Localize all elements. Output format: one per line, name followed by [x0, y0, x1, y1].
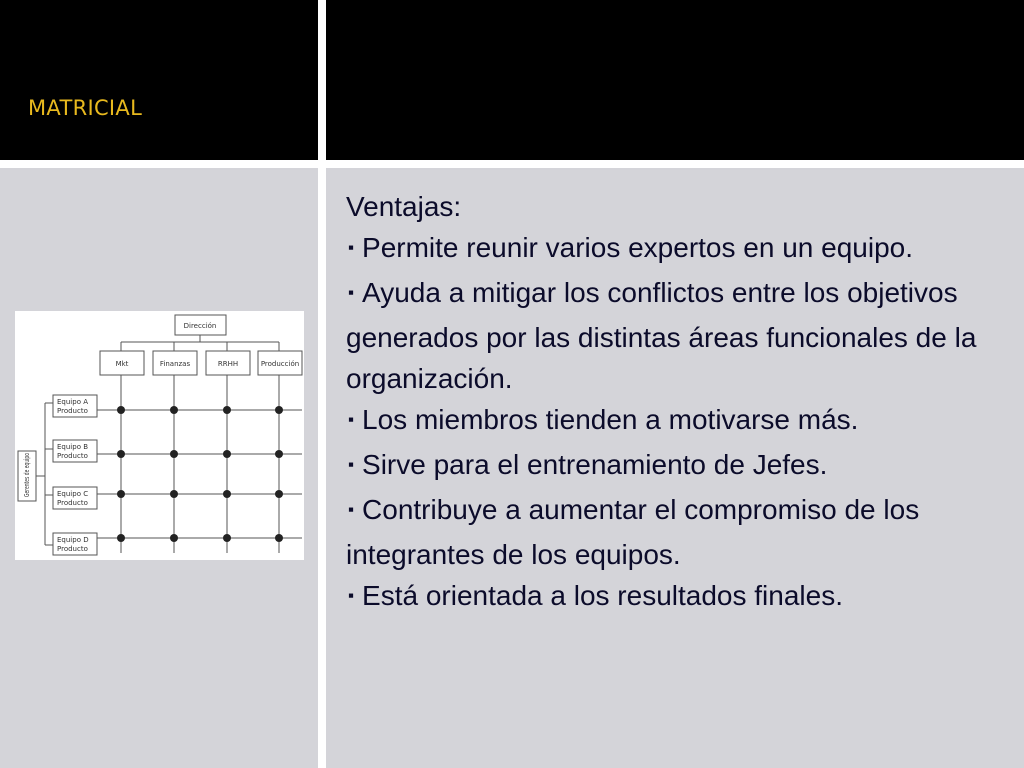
diagram-row-1-team: Equipo A: [57, 398, 88, 406]
advantage-item-5: [346, 489, 996, 575]
slide-title: MATRICIAL: [28, 96, 143, 120]
advantage-item-1: [346, 227, 996, 272]
advantage-item-2: [346, 272, 996, 399]
advantage-text-3: Los miembros tienden a motivarse más.: [362, 404, 859, 435]
diagram-side-label: Gerentes de equipo: [23, 428, 31, 497]
advantage-text-4: Sirve para el entrenamiento de Jefes.: [362, 449, 828, 480]
header-right-panel: [326, 0, 1024, 160]
advantage-item-3: [346, 399, 996, 444]
square-bullet-icon: ▪: [348, 410, 355, 429]
square-bullet-icon: ▪: [348, 283, 355, 302]
diagram-col-label-4: Producción: [260, 360, 300, 368]
diagram-row-3-team: Equipo C: [57, 490, 89, 498]
matrix-org-diagram: [15, 311, 304, 560]
advantages-list: [346, 227, 996, 620]
diagram-row-3-product: Producto: [57, 499, 88, 507]
diagram-col-label-2: Finanzas: [159, 360, 191, 368]
square-bullet-icon: ▪: [348, 455, 355, 474]
advantage-item-6: [346, 575, 996, 620]
diagram-row-1-product: Producto: [57, 407, 88, 415]
advantage-text-6: Está orientada a los resultados finales.: [362, 580, 843, 611]
advantage-text-5: Contribuye a aumentar el compromiso de los integrantes de los equipos.: [346, 494, 920, 570]
advantage-text-2: Ayuda a mitigar los conflictos entre los objetivos generados por las distintas áreas funcionales de la organización.: [346, 277, 977, 394]
advantage-text-1: Permite reunir varios expertos en un equipo.: [362, 232, 913, 263]
header-left-panel: [0, 0, 318, 160]
diagram-top-label: Dirección: [183, 322, 217, 330]
advantages-heading: Ventajas:: [346, 191, 462, 222]
diagram-col-label-3: RRHH: [217, 360, 239, 368]
diagram-col-label-1: Mkt: [115, 360, 129, 368]
square-bullet-icon: ▪: [348, 238, 355, 257]
matrix-org-chart-svg: [15, 311, 304, 560]
diagram-row-2-team: Equipo B: [57, 443, 89, 451]
square-bullet-icon: ▪: [348, 500, 355, 519]
diagram-row-4-product: Producto: [57, 545, 88, 553]
square-bullet-icon: ▪: [348, 586, 355, 605]
advantage-item-4: [346, 444, 996, 489]
advantages-text-block: [346, 186, 996, 620]
diagram-row-2-product: Producto: [57, 452, 88, 460]
diagram-row-4-team: Equipo D: [57, 536, 89, 544]
